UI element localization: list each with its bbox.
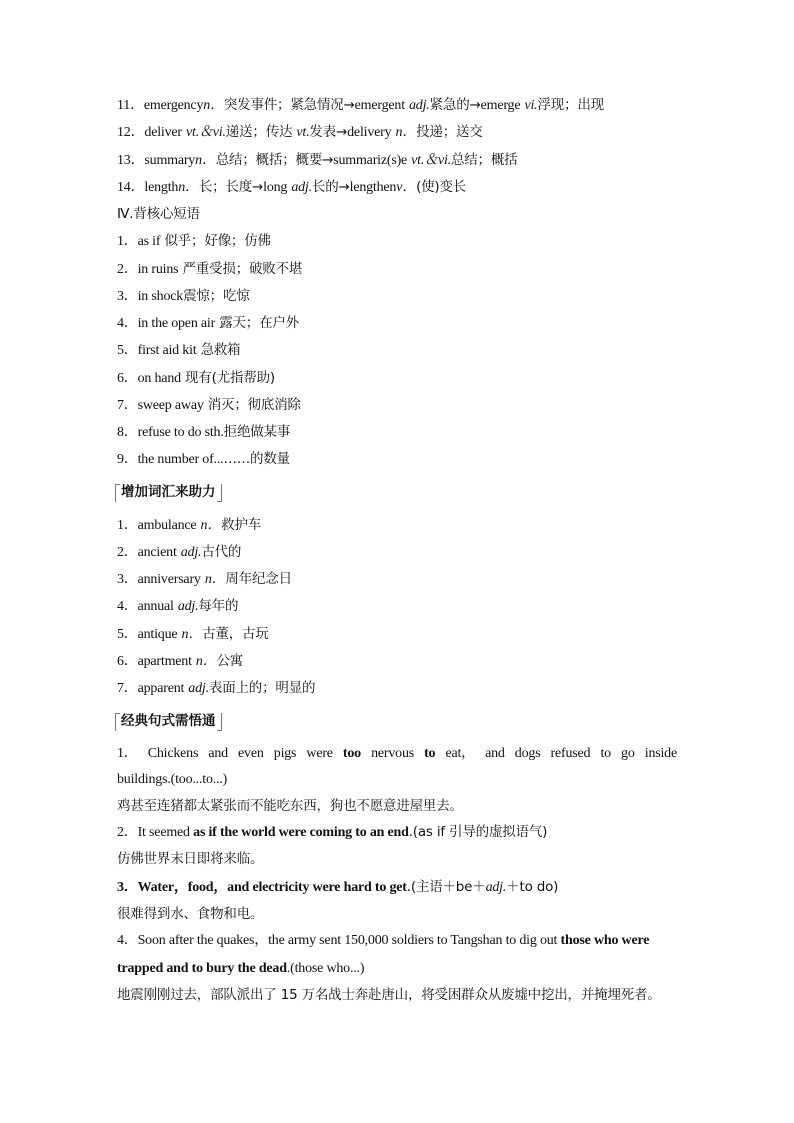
sentence-4-line-2: trapped and to bury the dead.(those who...) <box>117 961 365 976</box>
phrase-item: 1．as if 似乎；好像；仿佛 <box>117 233 271 249</box>
phrase-item: 2．in ruins 严重受损；破败不堪 <box>117 261 303 277</box>
sentence-4-translation: 地震刚刚过去，部队派出了 15 万名战士奔赴唐山，将受困群众从废墟中挖出，并掩埋死者。 <box>117 987 661 1003</box>
vocab-item-14: 14．lengthn．长；长度→long adj.长的→lengthenv．(使)变长 <box>117 179 467 195</box>
sentence-1-line-2: buildings.(too...to...) <box>117 772 228 787</box>
phrase-item: 9．the number of...……的数量 <box>117 451 290 467</box>
phrases-heading: Ⅳ.背核心短语 <box>117 206 200 222</box>
sentence-1-translation: 鸡甚至连猪都太紧张而不能吃东西，狗也不愿意进屋里去。 <box>117 798 463 814</box>
extra-word-item: 4．annual adj.每年的 <box>117 598 239 614</box>
extra-word-item: 2．ancient adj.古代的 <box>117 544 242 560</box>
sentence-3: 3．Water，food，and electricity were hard to get.(主语＋be＋adj.＋to do) <box>117 879 559 895</box>
phrase-item: 3．in shock震惊；吃惊 <box>117 288 250 304</box>
extra-word-item: 3．anniversary n．周年纪念日 <box>117 571 292 587</box>
sentence-2-translation: 仿佛世界末日即将来临。 <box>117 851 264 867</box>
vocab-item-12: 12．deliver vt.＆vi.递送；传达 vt.发表→delivery n．投递；送交 <box>117 124 483 140</box>
phrase-item: 4．in the open air 露天；在户外 <box>117 315 299 331</box>
sentence-4-line-1: 4．Soon after the quakes，the army sent 150,000 soldiers to Tangshan to dig out those who were <box>117 933 650 948</box>
sentence-heading: 经典句式需悟通 <box>115 712 222 730</box>
extra-word-item: 5．antique n．古董，古玩 <box>117 626 269 642</box>
sentence-2: 2．It seemed as if the world were coming to an end.(as if 引导的虚拟语气) <box>117 824 548 840</box>
vocab-item-11: 11．emergencyn．突发事件；紧急情况→emergent adj.紧急的→emerge vi.浮现；出现 <box>117 97 604 113</box>
sentence-1-line-1: 1． Chickens and even pigs were too nervous to eat， and dogs refused to go inside <box>117 746 677 761</box>
extra-word-item: 7．apparent adj.表面上的；明显的 <box>117 680 316 696</box>
extra-words-heading: 增加词汇来助力 <box>115 483 222 501</box>
phrase-item: 8．refuse to do sth.拒绝做某事 <box>117 424 291 440</box>
sentence-3-translation: 很难得到水、食物和电。 <box>117 906 264 922</box>
extra-word-item: 6．apartment n．公寓 <box>117 653 244 669</box>
phrase-item: 6．on hand 现有(尤指帮助) <box>117 370 275 386</box>
phrase-item: 7．sweep away 消灭；彻底消除 <box>117 397 301 413</box>
phrase-item: 5．first aid kit 急救箱 <box>117 342 241 358</box>
vocab-item-13: 13．summaryn．总结；概括；概要→summariz(s)e vt.＆vi.总结；概括 <box>117 152 518 168</box>
extra-word-item: 1．ambulance n．救护车 <box>117 517 262 533</box>
